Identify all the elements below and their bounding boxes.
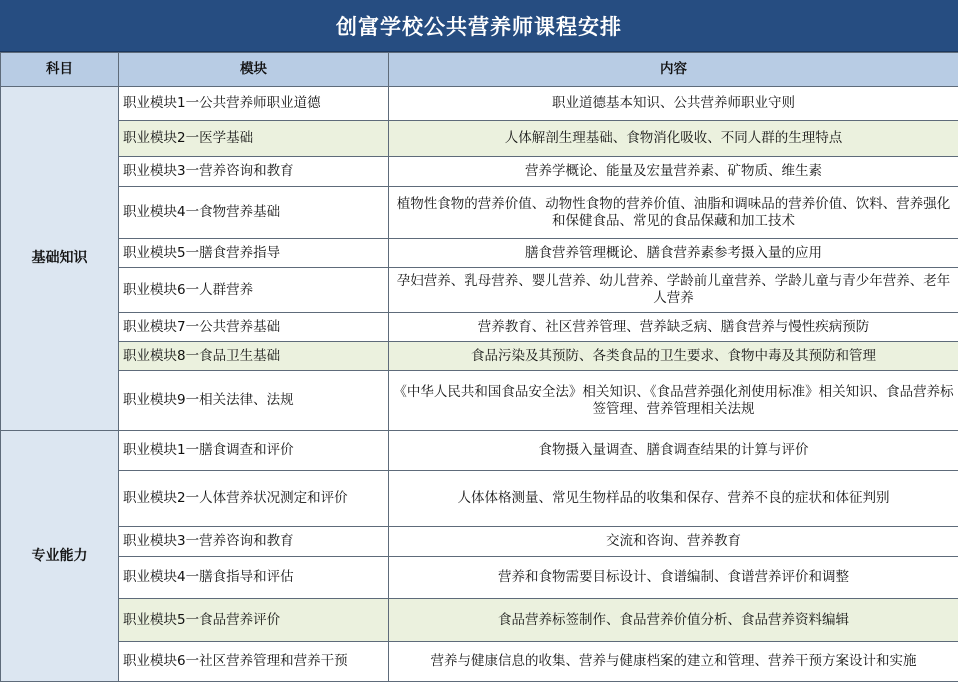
content-cell: 人体解剖生理基础、食物消化吸收、不同人群的生理特点 [389, 121, 958, 157]
content-cell: 食物摄入量调查、膳食调查结果的计算与评价 [389, 431, 958, 471]
module-cell: 职业模块4一膳食指导和评估 [119, 557, 389, 599]
schedule-table [0, 52, 958, 682]
table-row [1, 87, 958, 121]
table-row [1, 268, 958, 313]
module-cell: 职业模块1一膳食调查和评价 [119, 431, 389, 471]
table-body [1, 87, 958, 682]
header-row [1, 53, 958, 87]
table-row [1, 471, 958, 527]
table-row [1, 527, 958, 557]
module-cell: 职业模块9一相关法律、法规 [119, 371, 389, 431]
content-cell: 孕妇营养、乳母营养、婴儿营养、幼儿营养、学龄前儿童营养、学龄儿童与青少年营养、老年人营养 [389, 268, 958, 313]
column-header-subject: 科目 [1, 53, 119, 87]
content-cell: 交流和咨询、营养教育 [389, 527, 958, 557]
content-cell: 营养与健康信息的收集、营养与健康档案的建立和管理、营养干预方案设计和实施 [389, 642, 958, 682]
column-header-module: 模块 [119, 53, 389, 87]
subject-cell: 基础知识 [1, 87, 119, 431]
table-row [1, 239, 958, 268]
table-row [1, 557, 958, 599]
table-row [1, 342, 958, 371]
module-cell: 职业模块2一医学基础 [119, 121, 389, 157]
table-row [1, 187, 958, 239]
content-cell: 职业道德基本知识、公共营养师职业守则 [389, 87, 958, 121]
module-cell: 职业模块5一膳食营养指导 [119, 239, 389, 268]
table-row [1, 371, 958, 431]
module-cell: 职业模块2一人体营养状况测定和评价 [119, 471, 389, 527]
module-cell: 职业模块6一人群营养 [119, 268, 389, 313]
content-cell: 营养学概论、能量及宏量营养素、矿物质、维生素 [389, 157, 958, 187]
content-cell: 《中华人民共和国食品安全法》相关知识、《食品营养强化剂使用标准》相关知识、食品营养标签管理、营养管理相关法规 [389, 371, 958, 431]
module-cell: 职业模块6一社区营养管理和营养干预 [119, 642, 389, 682]
content-cell: 人体体格测量、常见生物样品的收集和保存、营养不良的症状和体征判别 [389, 471, 958, 527]
table-row [1, 431, 958, 471]
module-cell: 职业模块8一食品卫生基础 [119, 342, 389, 371]
table-row [1, 642, 958, 682]
content-cell: 植物性食物的营养价值、动物性食物的营养价值、油脂和调味品的营养价值、饮料、营养强化和保健食品、常见的食品保藏和加工技术 [389, 187, 958, 239]
table-row [1, 157, 958, 187]
content-cell: 膳食营养管理概论、膳食营养素参考摄入量的应用 [389, 239, 958, 268]
page-title: 创富学校公共营养师课程安排 [0, 0, 958, 52]
module-cell: 职业模块7一公共营养基础 [119, 313, 389, 342]
module-cell: 职业模块5一食品营养评价 [119, 599, 389, 642]
content-cell: 食品营养标签制作、食品营养价值分析、食品营养资料编辑 [389, 599, 958, 642]
content-cell: 食品污染及其预防、各类食品的卫生要求、食物中毒及其预防和管理 [389, 342, 958, 371]
content-cell: 营养教育、社区营养管理、营养缺乏病、膳食营养与慢性疾病预防 [389, 313, 958, 342]
table-row [1, 599, 958, 642]
module-cell: 职业模块1一公共营养师职业道德 [119, 87, 389, 121]
table-row [1, 313, 958, 342]
table-row [1, 121, 958, 157]
module-cell: 职业模块4一食物营养基础 [119, 187, 389, 239]
content-cell: 营养和食物需要目标设计、食谱编制、食谱营养评价和调整 [389, 557, 958, 599]
column-header-content: 内容 [389, 53, 958, 87]
module-cell: 职业模块3一营养咨询和教育 [119, 157, 389, 187]
subject-cell: 专业能力 [1, 431, 119, 682]
module-cell: 职业模块3一营养咨询和教育 [119, 527, 389, 557]
